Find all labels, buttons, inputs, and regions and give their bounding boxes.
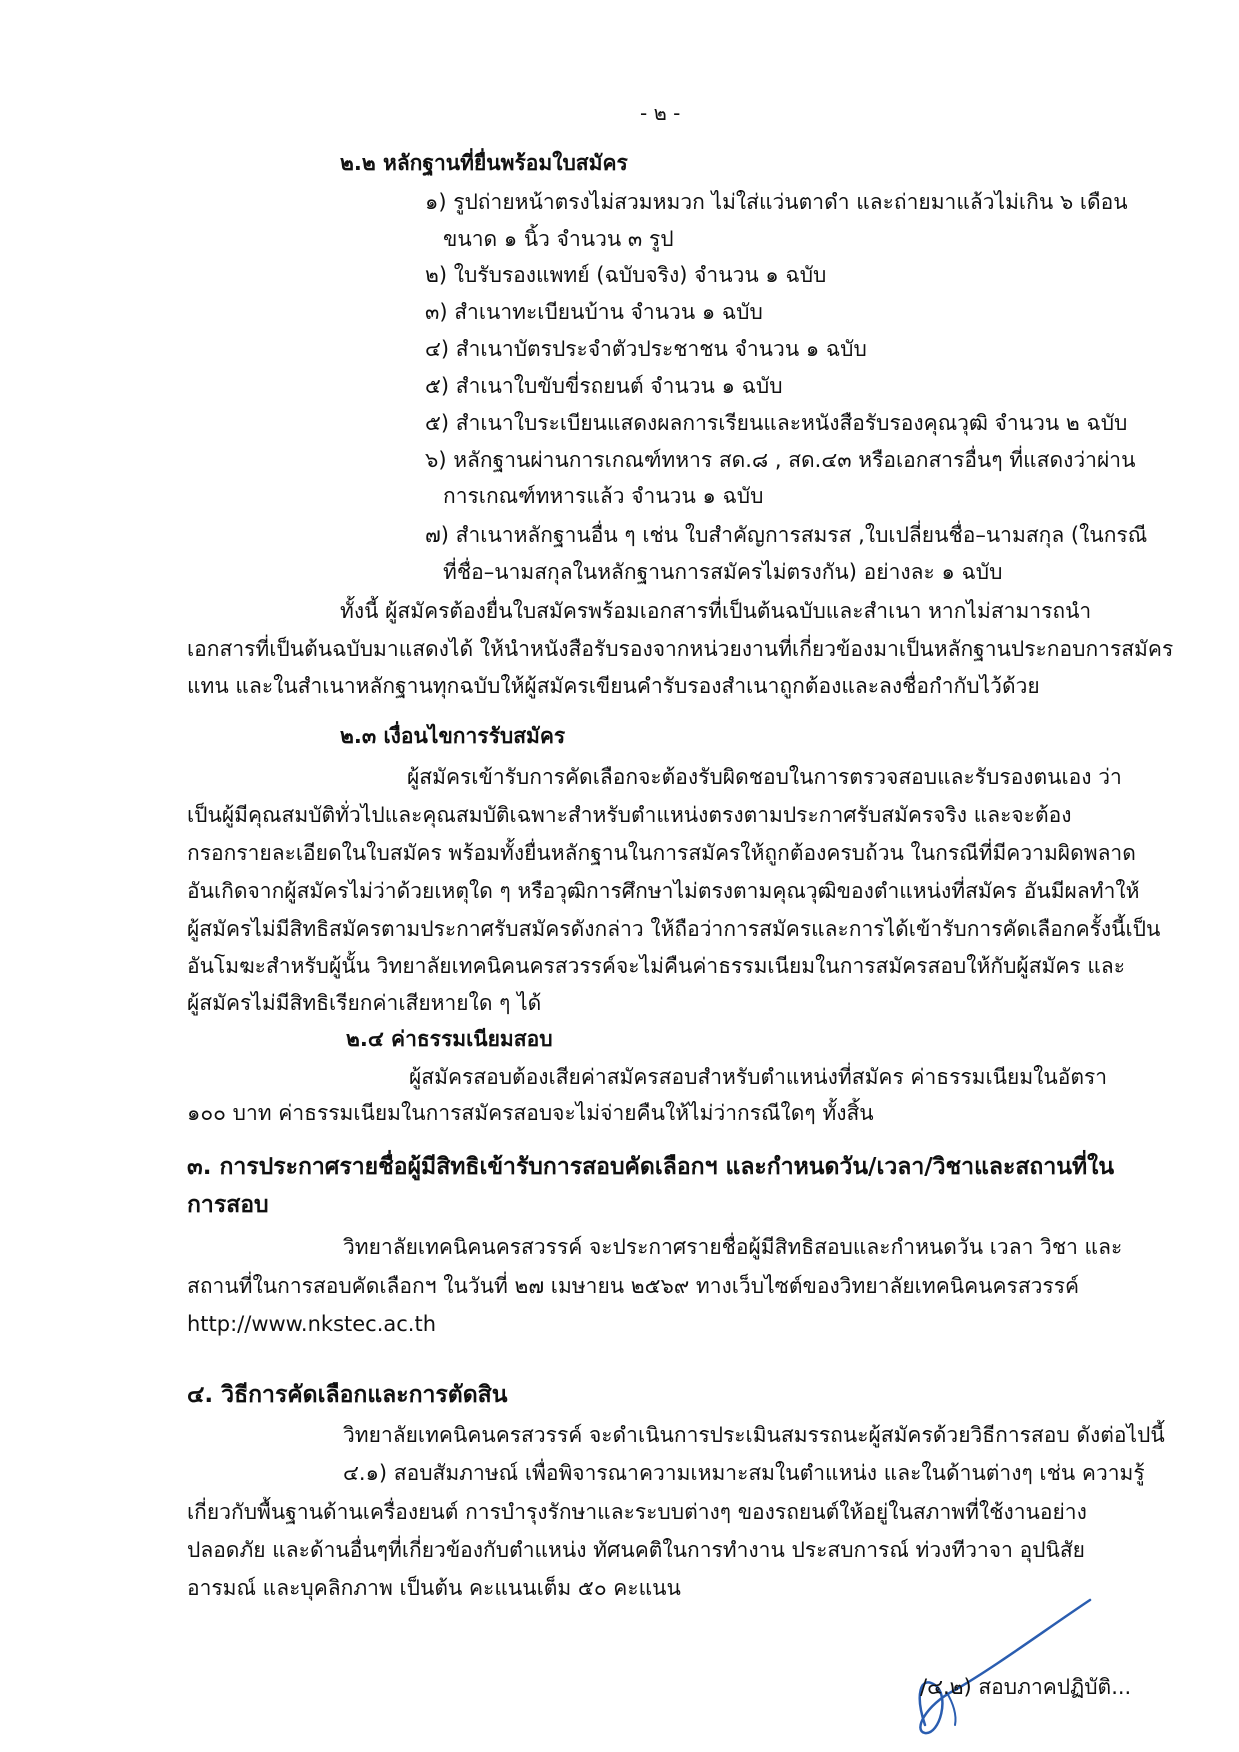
list-item: ๖) หลักฐานผ่านการเกณฑ์ทหาร สด.๘ , สด.๔๓ หรือเอกสารอื่นๆ ที่แสดงว่าผ่าน: [425, 448, 1136, 472]
paragraph-line: แทน และในสำเนาหลักฐานทุกฉบับให้ผู้สมัครเขียนคำรับรองสำเนาถูกต้องและลงชื่อกำกับไว้ด้วย: [187, 674, 1040, 698]
paragraph-line: ผู้สมัครสอบต้องเสียค่าสมัครสอบสำหรับตำแหน่งที่สมัคร ค่าธรรมเนียมในอัตรา: [409, 1065, 1108, 1089]
section-2-4-title: ๒.๔ ค่าธรรมเนียมสอบ: [346, 1027, 553, 1051]
list-item: การเกณฑ์ทหารแล้ว จำนวน ๑ ฉบับ: [443, 484, 764, 508]
paragraph-line: วิทยาลัยเทคนิคนครสวรรค์ จะประกาศรายชื่อผู้มีสิทธิสอบและกำหนดวัน เวลา วิชา และ: [343, 1235, 1123, 1259]
paragraph-line: อันโมฆะสำหรับผู้นั้น วิทยาลัยเทคนิคนครสวรรค์จะไม่คืนค่าธรรมเนียมในการสมัครสอบให้กับผู้สมัคร และ: [187, 954, 1126, 978]
paragraph-line: กรอกรายละเอียดในใบสมัคร พร้อมทั้งยื่นหลักฐานในการสมัครให้ถูกต้องครบถ้วน ในกรณีที่มีความผิดพลาด: [187, 841, 1136, 865]
paragraph-line: อันเกิดจากผู้สมัครไม่ว่าด้วยเหตุใด ๆ หรือวุฒิการศึกษาไม่ตรงตามคุณวุฒิของตำแหน่งที่สมัคร อันมีผลทำให้: [187, 879, 1140, 903]
list-item: ๕) สำเนาใบขับขี่รถยนต์ จำนวน ๑ ฉบับ: [425, 374, 783, 398]
paragraph-line: ปลอดภัย และด้านอื่นๆที่เกี่ยวข้องกับตำแหน่ง ทัศนคติในการทำงาน ประสบการณ์ ท่วงทีวาจา อุปนิสัย: [187, 1538, 1085, 1562]
continuation-text: /๔.๒) สอบภาคปฏิบัติ...: [920, 1675, 1132, 1699]
paragraph-line: ๔.๑) สอบสัมภาษณ์ เพื่อพิจารณาความเหมาะสมในตำแหน่ง และในด้านต่างๆ เช่น ความรู้: [343, 1461, 1145, 1485]
list-item: ๔) สำเนาบัตรประจำตัวประชาชน จำนวน ๑ ฉบับ: [425, 337, 867, 361]
handwritten-signature: [895, 1575, 1115, 1745]
paragraph-line: ทั้งนี้ ผู้สมัครต้องยื่นใบสมัครพร้อมเอกสารที่เป็นต้นฉบับและสำเนา หากไม่สามารถนำ: [340, 599, 1092, 623]
page-number: - ๒ -: [640, 101, 681, 125]
list-item: ๒) ใบรับรองแพทย์ (ฉบับจริง) จำนวน ๑ ฉบับ: [425, 263, 827, 287]
paragraph-line: ๑๐๐ บาท ค่าธรรมเนียมในการสมัครสอบจะไม่จ่ายคืนให้ไม่ว่ากรณีใดๆ ทั้งสิ้น: [187, 1101, 874, 1125]
paragraph-line: ผู้สมัครเข้ารับการคัดเลือกจะต้องรับผิดชอบในการตรวจสอบและรับรองตนเอง ว่า: [407, 765, 1122, 789]
list-item: ๑) รูปถ่ายหน้าตรงไม่สวมหมวก ไม่ใส่แว่นตาดำ และถ่ายมาแล้วไม่เกิน ๖ เดือน: [425, 190, 1128, 214]
paragraph-line: ผู้สมัครไม่มีสิทธิเรียกค่าเสียหายใด ๆ ได้: [187, 991, 542, 1015]
list-item: ที่ชื่อ–นามสกุลในหลักฐานการสมัครไม่ตรงกัน) อย่างละ ๑ ฉบับ: [443, 560, 1003, 584]
paragraph-line: เป็นผู้มีคุณสมบัติทั่วไปและคุณสมบัติเฉพาะสำหรับตำแหน่งตรงตามประกาศรับสมัครจริง และจะต้อง: [187, 803, 1072, 827]
list-item: ๓) สำเนาทะเบียนบ้าน จำนวน ๑ ฉบับ: [425, 300, 763, 324]
list-item: ขนาด ๑ นิ้ว จำนวน ๓ รูป: [443, 227, 674, 251]
paragraph-line: สถานที่ในการสอบคัดเลือกฯ ในวันที่ ๒๗ เมษายน ๒๕๖๙ ทางเว็บไซต์ของวิทยาลัยเทคนิคนครสวรรค์: [187, 1274, 1080, 1298]
section-2-2-title: ๒.๒ หลักฐานที่ยื่นพร้อมใบสมัคร: [340, 151, 628, 175]
section-3-title-cont: การสอบ: [187, 1192, 269, 1218]
paragraph-line: เกี่ยวกับพื้นฐานด้านเครื่องยนต์ การบำรุงรักษาและระบบต่างๆ ของรถยนต์ให้อยู่ในสภาพที่ใช้งานอย่าง: [187, 1500, 1087, 1524]
website-url: http://www.nkstec.ac.th: [187, 1312, 437, 1336]
section-4-title: ๔. วิธีการคัดเลือกและการตัดสิน: [187, 1382, 508, 1408]
list-item: ๕) สำเนาใบระเบียนแสดงผลการเรียนและหนังสือรับรองคุณวุฒิ จำนวน ๒ ฉบับ: [425, 411, 1128, 435]
paragraph-line: อารมณ์ และบุคลิกภาพ เป็นต้น คะแนนเต็ม ๕๐ คะแนน: [187, 1576, 681, 1600]
paragraph-line: เอกสารที่เป็นต้นฉบับมาแสดงได้ ให้นำหนังสือรับรองจากหน่วยงานที่เกี่ยวข้องมาเป็นหลักฐานประกอบการสมัคร: [187, 637, 1174, 661]
list-item: ๗) สำเนาหลักฐานอื่น ๆ เช่น ใบสำคัญการสมรส ,ใบเปลี่ยนชื่อ–นามสกุล (ในกรณี: [425, 523, 1148, 547]
section-2-3-title: ๒.๓ เงื่อนไขการรับสมัคร: [340, 724, 566, 748]
paragraph-line: วิทยาลัยเทคนิคนครสวรรค์ จะดำเนินการประเมินสมรรถนะผู้สมัครด้วยวิธีการสอบ ดังต่อไปนี้: [343, 1423, 1165, 1447]
section-3-title: ๓. การประกาศรายชื่อผู้มีสิทธิเข้ารับการสอบคัดเลือกฯ และกำหนดวัน/เวลา/วิชาและสถานที่ใน: [187, 1154, 1115, 1180]
paragraph-line: ผู้สมัครไม่มีสิทธิสมัครตามประกาศรับสมัครดังกล่าว ให้ถือว่าการสมัครและการได้เข้ารับการคัดเลือกครั้งนี้เป็น: [187, 917, 1161, 941]
